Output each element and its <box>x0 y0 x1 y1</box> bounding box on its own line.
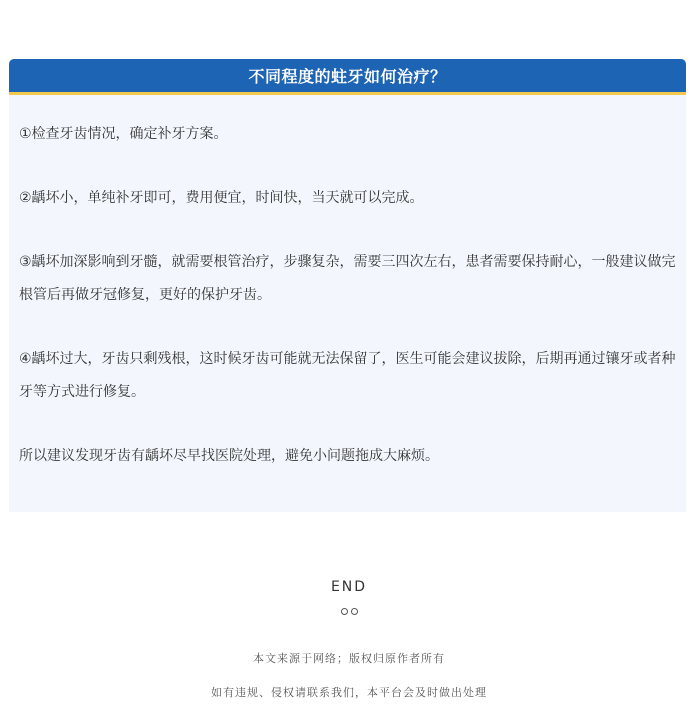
circle-icon <box>341 608 348 615</box>
paragraph-step-1: ①检查牙齿情况，确定补牙方案。 <box>19 126 228 142</box>
paragraph-step-2: ②龋坏小，单纯补牙即可，费用便宜，时间快，当天就可以完成。 <box>19 190 424 206</box>
paragraph-step-4: ④龋坏过大，牙齿只剩残根，这时候牙齿可能就无法保留了，医生可能会建议拔除，后期再通过镶牙或者种牙等方式进行修复。 <box>19 351 676 400</box>
end-dots <box>0 608 698 615</box>
end-label: END <box>330 579 368 595</box>
card-body <box>9 95 686 473</box>
card-header <box>9 59 686 95</box>
contact-note: 如有违规、侵权请联系我们，本平台会及时做出处理 <box>211 686 487 699</box>
circle-icon <box>351 608 358 615</box>
card-title: 不同程度的蛀牙如何治疗？ <box>248 67 447 86</box>
paragraph-step-3: ③龋坏加深影响到牙髓，就需要根管治疗，步骤复杂，需要三四次左右，患者需要保持耐心，一般建议做完根管后再做牙冠修复，更好的保护牙齿。 <box>19 254 676 303</box>
paragraph-conclusion: 所以建议发现牙齿有龋坏尽早找医院处理，避免小问题拖成大麻烦。 <box>19 448 439 464</box>
source-note: 本文来源于网络；版权归原作者所有 <box>253 652 445 665</box>
treatment-card <box>9 59 686 512</box>
